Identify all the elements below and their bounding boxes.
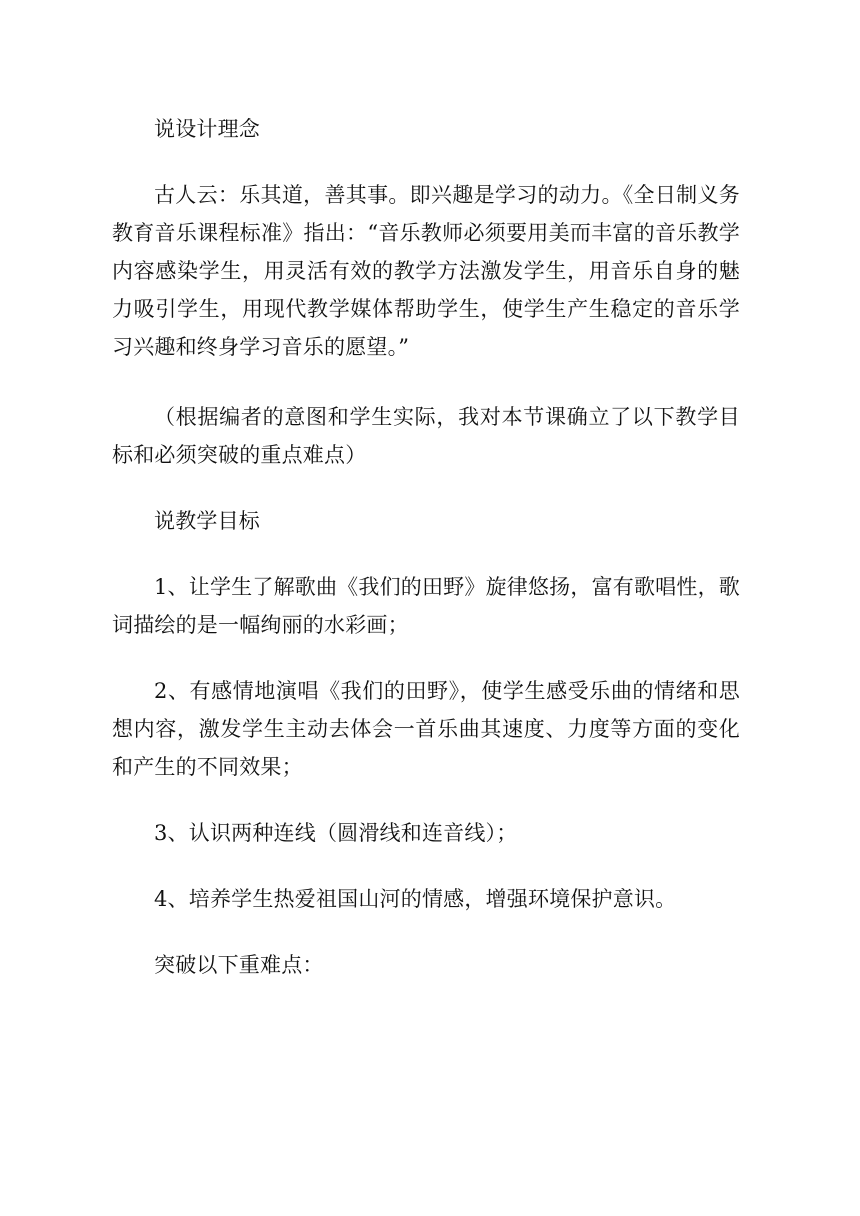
paragraph-objectives-note: （根据编者的意图和学生实际，我对本节课确立了以下教学目标和必须突破的重点难点） bbox=[112, 405, 740, 467]
section-heading-key-difficulties: 突破以下重难点： bbox=[154, 953, 324, 977]
objective-item-3: 3、认识两种连线（圆滑线和连音线）； bbox=[154, 821, 518, 845]
objective-item-1: 1、让学生了解歌曲《我们的田野》旋律悠扬，富有歌唱性，歌词描绘的是一幅绚丽的水彩画； bbox=[112, 575, 740, 637]
section-heading-teaching-objectives: 说教学目标 bbox=[154, 509, 260, 533]
document-body bbox=[112, 110, 740, 984]
objective-item-2: 2、有感情地演唱《我们的田野》，使学生感受乐曲的情绪和思想内容，激发学生主动去体会一首乐曲其速度、力度等方面的变化和产生的不同效果； bbox=[112, 679, 740, 779]
section-heading-design-concept: 说设计理念 bbox=[154, 117, 260, 141]
paragraph-design-concept: 古人云：乐其道，善其事。即兴趣是学习的动力。《全日制义务教育音乐课程标准》指出：“音乐教师必须要用美而丰富的音乐教学内容感染学生，用灵活有效的教学方法激发学生，用音乐自身的魅力吸引学生，用现代教学媒体帮助学生，使学生产生稳定的音乐学习兴趣和终身学习音乐的愿望。” bbox=[112, 183, 740, 359]
objective-item-4: 4、培养学生热爱祖国山河的情感，增强环境保护意识。 bbox=[154, 887, 677, 911]
